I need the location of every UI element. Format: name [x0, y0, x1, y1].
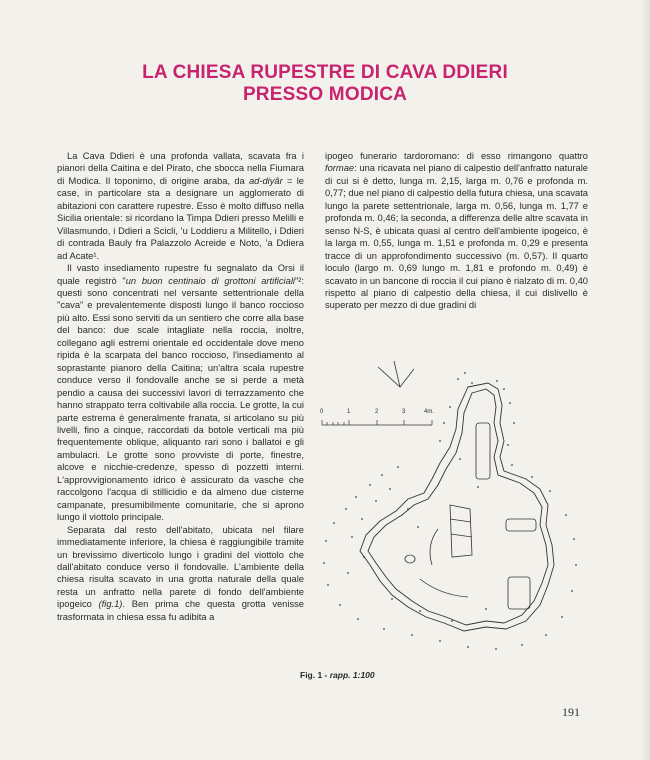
church-outline	[360, 383, 554, 631]
left-column	[57, 150, 304, 623]
pit	[405, 555, 415, 563]
paragraph-1: La Cava Ddieri è una profonda vallata, scavata fra i pianori della Caitina e del Pirato, che sbocca nella Fiumara di Modica. Il toponimo, di origine araba, da ad-diyâr = le case, in particolare sta a designare un agglomerato di abitazioni con carattere rupestre. Esso è molto diffuso nella Sicilia orientale: si ricordano la Timpa Ddieri presso Melilli e Villasmundo, i Ddieri a Scicli, 'u Loddieru a Militello, i Ddieri di contrada Bauly fra Palazzolo Acreide e Noto, 'a Ddiera ad Acate¹.	[57, 151, 304, 261]
scale-tick-1: 1	[347, 409, 351, 415]
interior-features	[405, 423, 536, 609]
paragraph-4: ipogeo funerario tardoromano: di esso rimangono quattro formae: una ricavata nel piano di calpestio dell'anfratto naturale di cui si è detto, lunga m. 2,15, larga m. 0,76 e profonda m. 0,77; due nel piano di calpestio della futura chiesa, una scavata lungo la parete settentrionale, larga m. 0,56, lunga m. 1,77 e profonda m. 0,46; la seconda, a differenza delle altre scavata in senso N-S, è ubicata quasi al centro dell'ambiente ipogeico, è la larga m. 0,55, lunga m. 1,51 e profonda m. 0,29 e presenta tracce di un approfondimento successivo (m. 0,57). Il quarto loculo (largo m. 0,69 lungo m. 1,81 e profondo m. 0,49) è scavato in un bancone di roccia il cui piano è rialzato di m. 0,40 rispetto al piano di calpestio della chiesa, il cui dislivello è superato per mezzo di due gradini di	[325, 151, 588, 311]
title-line-2: PRESSO MODICA	[242, 84, 408, 105]
floor-plan-figure	[300, 359, 600, 659]
scale-tick-4: 4m.	[424, 409, 435, 415]
scale-tick-0: 0	[320, 409, 324, 415]
scale-bar	[322, 420, 432, 425]
figure-caption: Fig. 1 - rapp. 1:100	[300, 670, 375, 680]
title-line-1: LA CHIESA RUPESTRE DI CAVA DDIERI	[142, 62, 508, 83]
rock-bench	[450, 505, 472, 557]
right-column	[325, 150, 588, 312]
article-title	[0, 62, 650, 106]
step-line	[451, 534, 472, 537]
arch-line	[430, 529, 438, 565]
wall-line	[420, 579, 468, 597]
scale-tick-2: 2	[375, 409, 379, 415]
step-line	[450, 519, 471, 522]
paragraph-2: Il vasto insediamento rupestre fu segnalato da Orsi il quale registrò "un buon centinaio di grottoni artificiali"²: questi sono concentrati nel versante settentrionale della "cava" e prevalentemente disposti lungo il banco roccioso più alto. Essi sono serviti da un sentiero che corre alla base del banco: due scale intagliate nella roccia, inoltre, collegano agli estremi orientale ed occidentale dove meno ripida è la scarpata del banco roccioso, l'insediamento al soprastante pianoro della Caitina; un'altra scala rupestre conduce verso il fondovalle anche se si perde a metà pendio a causa dei successivi lavori di terrazzamento che hanno strappato terra coltivabile alla roccia. Le grotte, la cui parte estrema è generalmente franata, si articolano su più livelli, fino a cinque, raccordati da botole verticali ma più frequentemente oblique, aliquanto rari sono i ballatoi e gli ambulacri. Le grotte sono provviste di porte, finestre, alcove e nicchie-credenze, spesso di pozzetti interni. L'approvvigionamento idrico è assicurato da vasche che raccolgono l'acqua di stillicidio e da almeno due cisterne campanate, presumibilmente comunitarie, che si aprono lungo il viottolo principale.	[57, 263, 305, 523]
page-number: 191	[562, 705, 580, 719]
paragraph-3: Separata dal resto dell'abitato, ubicata nel filare immediatamente inferiore, la chiesa è raggiungibile tramite un brevissimo diverticolo lungo i gradini del viottolo che dall'abitato conduce verso il fondovalle. L'ambiente della chiesa risulta scavato in una grotta naturale della quale resta un anfratto nella parete di fondo dell'ambiente ipogeico (fig.1). Ben prima che questa grotta venisse trasformata in chiesa essa fu adibita a	[57, 524, 304, 622]
forma-central	[506, 519, 536, 531]
page-edge	[640, 0, 650, 760]
floor-plan-drawing	[300, 359, 600, 659]
north-arrow-icon	[378, 361, 414, 387]
forma-north	[476, 423, 490, 479]
scale-tick-3: 3	[402, 409, 406, 415]
forma-south	[508, 577, 530, 609]
